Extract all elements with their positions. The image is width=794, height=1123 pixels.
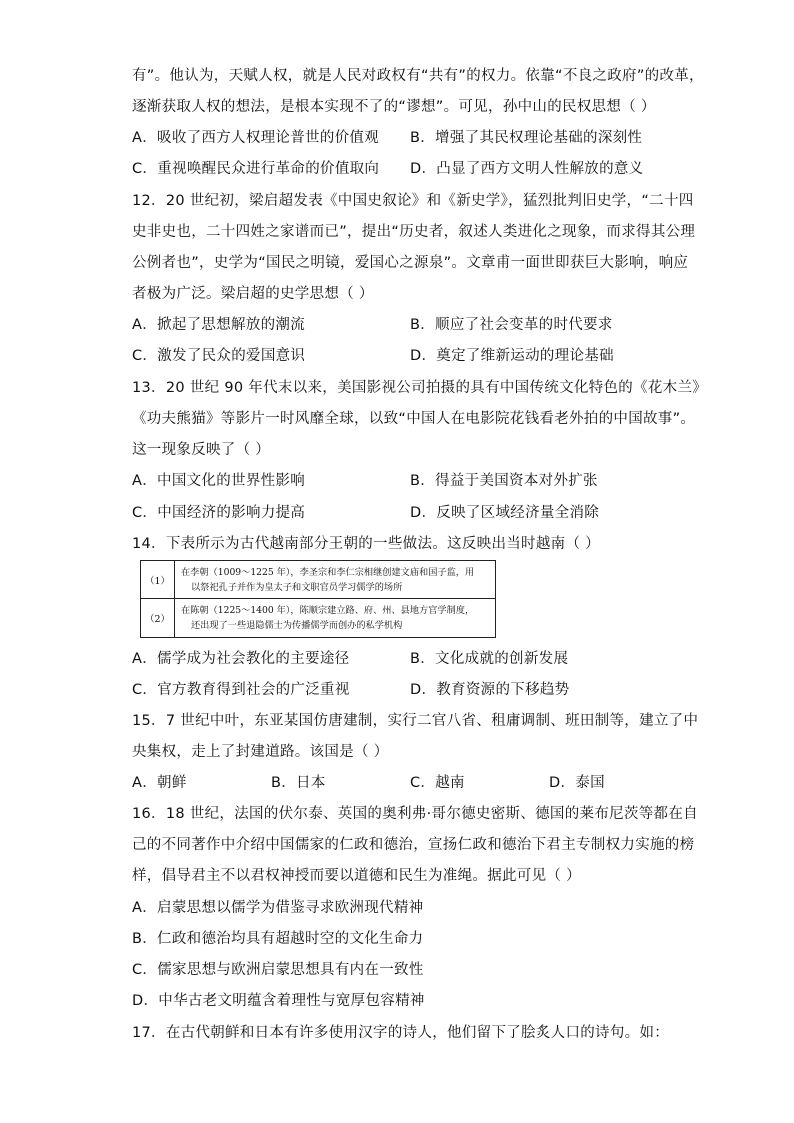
q14-option-b[interactable]: B．文化成就的创新发展 <box>410 651 569 667</box>
q11-text-line-2: 逐渐获取人权的想法，是根本实现不了的“谬想”。可见，孙中山的民权思想（ ） <box>132 99 656 115</box>
q16-text-line-2: 己的不同著作中介绍中国儒家的仁政和德治，宣扬仁政和德治下君主专制权力实施的榜 <box>132 837 695 853</box>
q13-text-line-3: 这一现象反映了（ ） <box>132 442 271 458</box>
q15-option-b[interactable]: B．日本 <box>271 775 326 791</box>
q11-option-c[interactable]: C．重视唤醒民众进行革命的价值取向 <box>132 161 380 177</box>
q13-option-b[interactable]: B．得益于美国资本对外扩张 <box>410 473 598 489</box>
q16-option-a[interactable]: A．启蒙思想以儒学为借鉴寻求欧洲现代精神 <box>132 900 424 916</box>
q12-option-d[interactable]: D．奠定了维新运动的理论基础 <box>410 348 614 364</box>
q12-option-a[interactable]: A．掀起了思想解放的潮流 <box>132 317 306 333</box>
q15-text-line-2: 央集权，走上了封建道路。该国是（ ） <box>132 744 389 760</box>
q15-text-line-1: 15．7 世纪中叶，东亚某国仿唐建制，实行二官八省、租庸调制、班田制等，建立了中 <box>132 713 699 729</box>
q13-option-c[interactable]: C．中国经济的影响力提高 <box>132 505 306 521</box>
q16-option-b[interactable]: B．仁政和德治均具有超越时空的文化生命力 <box>132 931 424 947</box>
table-row-number: （2） <box>141 599 175 637</box>
table-row-text-line-1: 在李朝（1009～1225 年），李圣宗和李仁宗相继创建文庙和国子监，用 <box>181 567 475 578</box>
table-row-text <box>181 603 493 633</box>
q13-option-a[interactable]: A．中国文化的世界性影响 <box>132 473 306 489</box>
q12-text-line-1: 12．20 世纪初，梁启超发表《中国史叙论》和《新史学》，猛烈批判旧史学，“二十四 <box>132 193 694 209</box>
q11-option-a[interactable]: A．吸收了西方人权理论普世的价值观 <box>132 130 380 146</box>
q14-option-c[interactable]: C．官方教育得到社会的广泛重视 <box>132 682 350 698</box>
q15-option-a[interactable]: A．朝鲜 <box>132 775 187 791</box>
q13-option-d[interactable]: D．反映了区域经济量全消除 <box>410 505 600 521</box>
q16-text-line-1: 16．18 世纪，法国的伏尔泰、英国的奥利弗·哥尔德史密斯、德国的莱布尼茨等都在自 <box>132 806 698 822</box>
q12-text-line-4: 者极为广泛。梁启超的史学思想（ ） <box>132 286 374 302</box>
q13-text-line-1: 13．20 世纪 90 年代末以来，美国影视公司拍摄的具有中国传统文化特色的《花木兰》 <box>132 380 708 396</box>
q15-option-c[interactable]: C．越南 <box>410 775 465 791</box>
table-row-text-line-2: 以祭祀孔子并作为皇太子和文职官员学习儒学的场所 <box>191 582 403 593</box>
q11-option-d[interactable]: D．凸显了西方文明人性解放的意义 <box>410 161 644 177</box>
q12-option-c[interactable]: C．激发了民众的爱国意识 <box>132 348 306 364</box>
q16-option-d[interactable]: D．中华古老文明蕴含着理性与宽厚包容精神 <box>132 993 425 1009</box>
q15-option-d[interactable]: D．泰国 <box>549 775 605 791</box>
table-row-text <box>181 565 493 595</box>
q16-text-line-3: 样，倡导君主不以君权神授而要以道德和民生为准绳。据此可见（ ） <box>132 868 581 884</box>
table-row <box>141 599 495 637</box>
q12-text-line-2: 史非史也，二十四姓之家谱而已”，提出“历史者，叙述人类进化之现象，而求得其公理 <box>132 224 696 240</box>
q14-option-d[interactable]: D．教育资源的下移趋势 <box>410 682 570 698</box>
q11-text-line-1: 有”。他认为，天赋人权，就是人民对政权有“共有”的权力。依靠“不良之政府”的改革， <box>132 68 704 84</box>
q14-option-a[interactable]: A．儒学成为社会教化的主要途径 <box>132 651 350 667</box>
q11-option-b[interactable]: B．增强了其民权理论基础的深刻性 <box>410 130 643 146</box>
table-row-number: （1） <box>141 561 175 598</box>
q12-option-b[interactable]: B．顺应了社会变革的时代要求 <box>410 317 613 333</box>
table-row-text-line-1: 在陈朝（1225～1400 年），陈顺宗建立路、府、州、县地方官学制度， <box>181 605 475 616</box>
q16-option-c[interactable]: C．儒家思想与欧洲启蒙思想具有内在一致性 <box>132 962 424 978</box>
q14-table <box>140 560 496 638</box>
table-row-text-line-2: 还出现了一些退隐儒士为传播儒学而创办的私学机构 <box>191 620 403 631</box>
q12-text-line-3: 公例者也”，史学为“国民之明镜，爱国心之源泉”。文章甫一面世即获巨大影响，响应 <box>132 255 689 271</box>
q13-text-line-2: 《功夫熊猫》等影片一时风靡全球，以致“中国人在电影院花钱看老外拍的中国故事”。 <box>132 411 696 427</box>
q14-text-line-1: 14．下表所示为古代越南部分王朝的一些做法。这反映出当时越南（ ） <box>132 536 600 552</box>
table-row <box>141 561 495 599</box>
q17-text-line-1: 17．在古代朝鲜和日本有许多使用汉字的诗人，他们留下了脍炙人口的诗句。如： <box>132 1025 670 1041</box>
